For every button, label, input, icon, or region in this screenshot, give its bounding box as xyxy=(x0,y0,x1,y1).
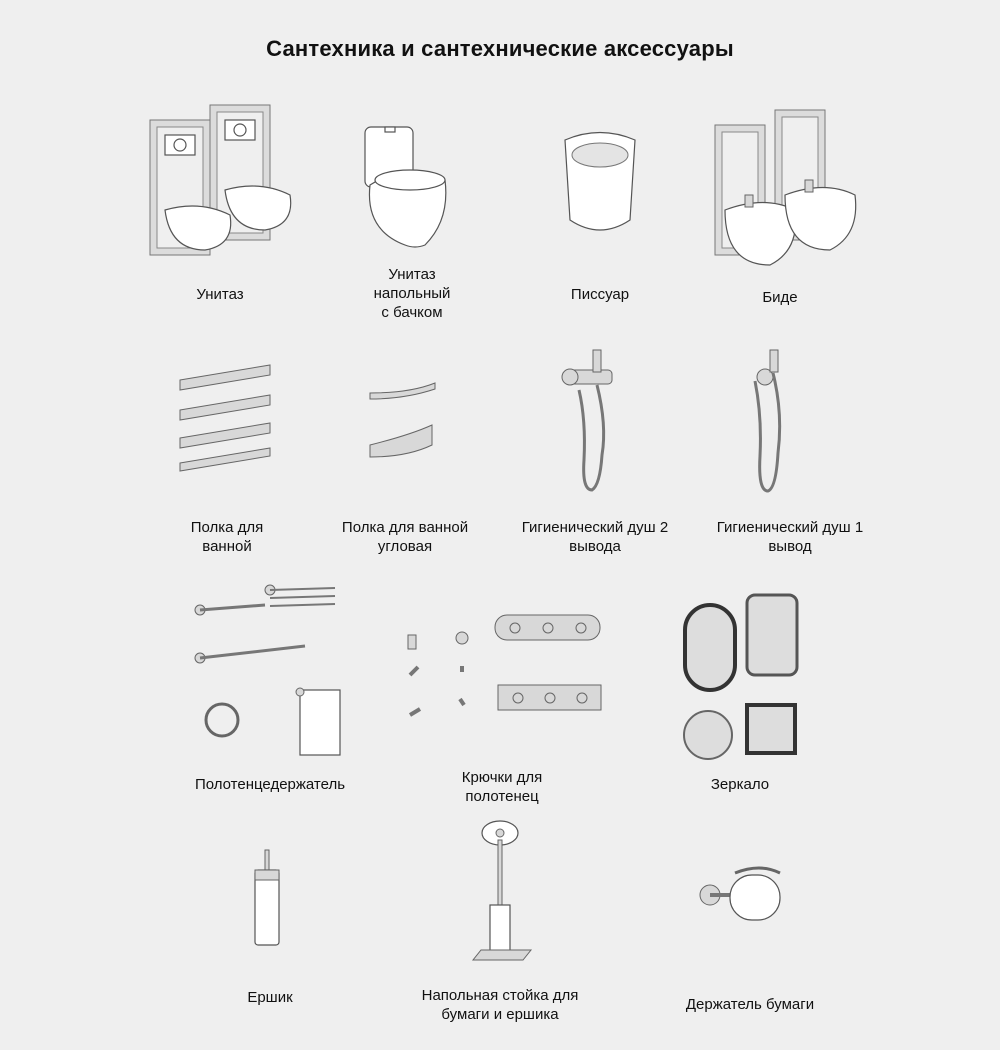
item-label: Гигиенический душ 2 вывода xyxy=(521,519,669,555)
item-bidet xyxy=(705,95,865,315)
floor-stand-icon xyxy=(465,815,535,975)
bidet-icon xyxy=(705,95,865,265)
mirror-icon xyxy=(680,590,810,760)
hygienic-shower-1-outlet-icon xyxy=(745,345,835,495)
item-floor-stand xyxy=(421,815,579,1025)
item-corner-shelf xyxy=(341,375,469,555)
item-label: Унитаз xyxy=(196,286,244,303)
item-urinal xyxy=(555,125,645,315)
item-paper-holder xyxy=(685,865,815,1015)
floor-toilet-icon xyxy=(350,115,460,255)
item-towel-hooks xyxy=(400,610,610,820)
page-title: Сантехника и сантехнические аксессуары xyxy=(266,36,734,61)
item-bath-shelf xyxy=(175,360,285,560)
item-label: Крючки для полотенец xyxy=(461,769,543,805)
item-towel-holder xyxy=(190,580,350,805)
item-wall-hung-toilet xyxy=(130,90,310,320)
item-toilet-brush xyxy=(245,845,295,1015)
hygienic-shower-2-outlet-icon xyxy=(555,345,645,495)
item-label: Биде xyxy=(762,289,798,306)
item-label: Полка для ванной xyxy=(190,519,264,555)
urinal-icon xyxy=(555,125,645,245)
item-label: Полотенцедержатель xyxy=(194,776,346,793)
item-hygienic-shower-2 xyxy=(521,345,669,560)
item-label: Гигиенический душ 1 вывод xyxy=(716,519,864,555)
item-label: Унитаз напольный с бачком xyxy=(373,266,451,321)
item-label: Зеркало xyxy=(710,776,770,793)
item-label: Писсуар xyxy=(570,286,630,303)
item-label: Ершик xyxy=(247,989,293,1006)
wall-hung-toilet-icon xyxy=(130,90,310,270)
item-mirror xyxy=(680,590,810,800)
paper-holder-icon xyxy=(695,865,805,935)
bath-shelf-icon xyxy=(175,360,275,480)
item-label: Держатель бумаги xyxy=(685,996,815,1013)
towel-holder-icon xyxy=(190,580,350,760)
item-label: Напольная стойка для бумаги и ершика xyxy=(421,987,579,1023)
item-hygienic-shower-1 xyxy=(716,345,864,560)
item-label: Полка для ванной угловая xyxy=(341,519,469,555)
item-floor-toilet xyxy=(350,115,470,325)
toilet-brush-icon xyxy=(245,845,295,955)
towel-hooks-icon xyxy=(400,610,610,720)
corner-shelf-icon xyxy=(365,375,445,465)
